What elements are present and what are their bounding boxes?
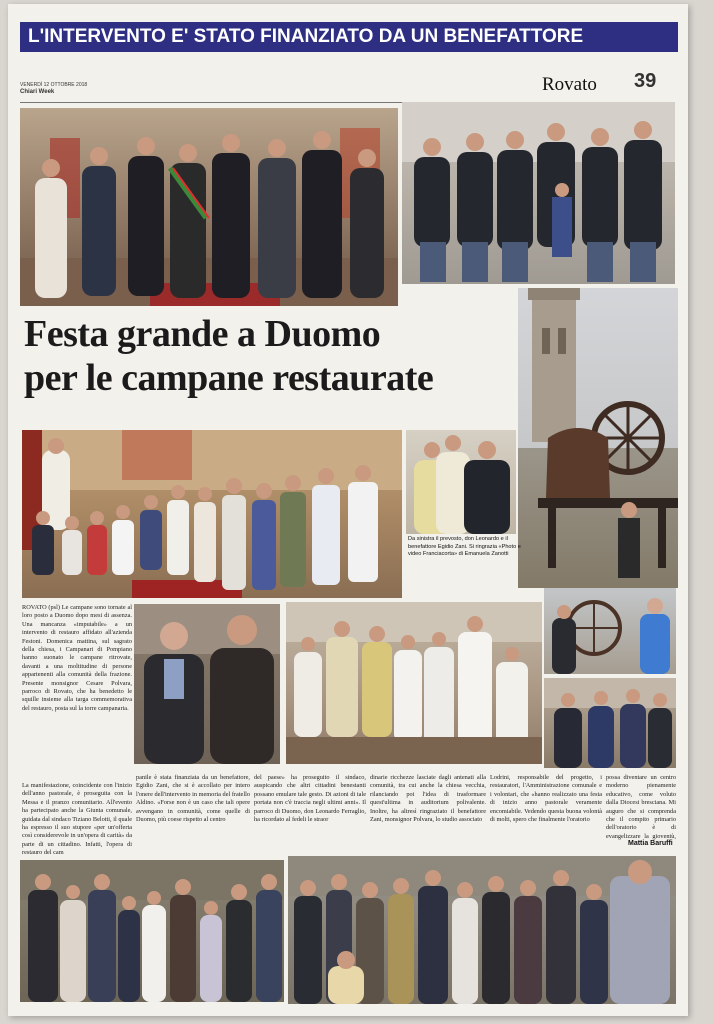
bell-tower-photo bbox=[518, 288, 678, 588]
issue-date: VENERDÌ 12 OTTOBRE 2018 bbox=[20, 82, 88, 88]
crowd-photo-left bbox=[20, 860, 284, 1002]
headline-line-1: Festa grande a Duomo bbox=[24, 313, 381, 355]
headline-banner: L'INTERVENTO E' STATO FINANZIATO DA UN BENEFATTORE bbox=[20, 22, 678, 52]
headline-line-2: per le campane restaurate bbox=[24, 357, 434, 399]
clergy-photo bbox=[286, 602, 542, 764]
two-men-photo bbox=[134, 604, 280, 764]
newspaper-page bbox=[8, 4, 688, 1016]
workers-photo bbox=[544, 678, 676, 768]
article-column-1: ROVATO (psl) Le campane sono tornate al loro posto a Duomo dopo mesi di assenza. Una mancanza «imputabile» a un intervento di restauro affidato all'azienda Festoni. Domenica mattina, sul sagrato della chiesa, i Campanari di Pompiano hanno suonato le campane ritrovate, davanti a una moltitudine di persone appartenenti alla comunità della frazione. Presente monsignor Cesare Polvara, parroco di Rovato, che ha benedetto le squille insieme alla targa commemorativa del restauro, posta sul la torre campanaria. bbox=[22, 604, 132, 712]
article-column-7: possa diventare un centro moderno pienamente educativo, come voluto dalla Diocesi bresciana. Mi auguro che si comprenda che il compito primario dell'oratorio è di evangelizzare la gioventù, bbox=[606, 774, 676, 840]
crowd-photo-right bbox=[288, 856, 676, 1004]
article-column-2: La manifestazione, coincidente con l'inizio dell'anno pastorale, è proseguita con la Messa e il pranzo comunitario. All'evento ha partecipato anche la Giunta comunale, guidata dal sindaco Tiziano Belotti, il quale ha espresso il suo stupore «per un'offerta così considerevole in un'opera di carità» da parte di un cittadino. Infatti, l'opera di restauro del cam bbox=[22, 782, 132, 856]
bell-repair-photo bbox=[544, 588, 676, 674]
photo-caption: Da sinistra il prevosto, don Leonardo e il benefattore Egidio Zani. Si ringrazia «Photo e video Franciacorta» di Emanuela Zanotti bbox=[408, 536, 521, 557]
bell-repair-figures bbox=[544, 588, 676, 674]
article-column-3: panile è stata finanziata da un benefattore, Egidio Zani, che si è accollato per intero l'onere dell'intervento in memoria del fratello Aldino. «Forse non è un caso che tali opere avvengano in comunità, come quelle di Duomo, più coese rispetto al centro bbox=[136, 774, 250, 824]
dignitaries-figures bbox=[20, 108, 398, 306]
crowd-left-figures bbox=[20, 860, 284, 1002]
priest-benefactor-photo bbox=[406, 430, 516, 534]
campanari-figures bbox=[402, 102, 675, 284]
article-headline bbox=[24, 312, 524, 400]
children-figures bbox=[22, 430, 402, 598]
issue-meta bbox=[20, 82, 87, 96]
page-number: 39 bbox=[634, 70, 657, 92]
section-name: Rovato bbox=[542, 74, 597, 95]
publication-name: Chiari Week bbox=[20, 89, 55, 95]
campanari-photo bbox=[402, 102, 675, 284]
article-column-6: Lodrini, responsabile del progetto, i restauratori, l'Amministrazione comunale e i volontari, che «hanno realizzato una festa di inizio anno pastorale veramente encomiabile. Vedendo questa buona volontà di molti, spero che finalmente l'oratorio bbox=[490, 774, 602, 824]
priest-benefactor-figures bbox=[406, 430, 516, 534]
children-photo bbox=[22, 430, 402, 598]
article-column-4: del paese» ha proseguito il sindaco, auspicando che altri cittadini benestanti possano emulare tale gesto. Di azioni di tale portata non c'è traccia negli ultimi anni». Il parroco di Duomo, don Leonardo Ferraglio, ha ricordato al fedeli le straor bbox=[254, 774, 366, 824]
workers-figures bbox=[544, 678, 676, 768]
dignitaries-photo bbox=[20, 108, 398, 306]
article-author: Mattia Baruffi bbox=[628, 840, 673, 847]
bell-tower-illustration bbox=[518, 288, 678, 588]
clergy-figures bbox=[286, 602, 542, 764]
two-men-figures bbox=[134, 604, 280, 764]
article-column-5: dinarie ricchezze lasciate dagli antenati alla comunità, tra cui anche la chiesa vecchia, rilanciando poi l'idea di trasformare quest'ultima in auditorium polivalente. Inoltre, ha altresì ringraziato il benefattore Zani, monsignor Polvara, lo studio associato bbox=[370, 774, 486, 824]
crowd-right-figures bbox=[288, 856, 676, 1004]
